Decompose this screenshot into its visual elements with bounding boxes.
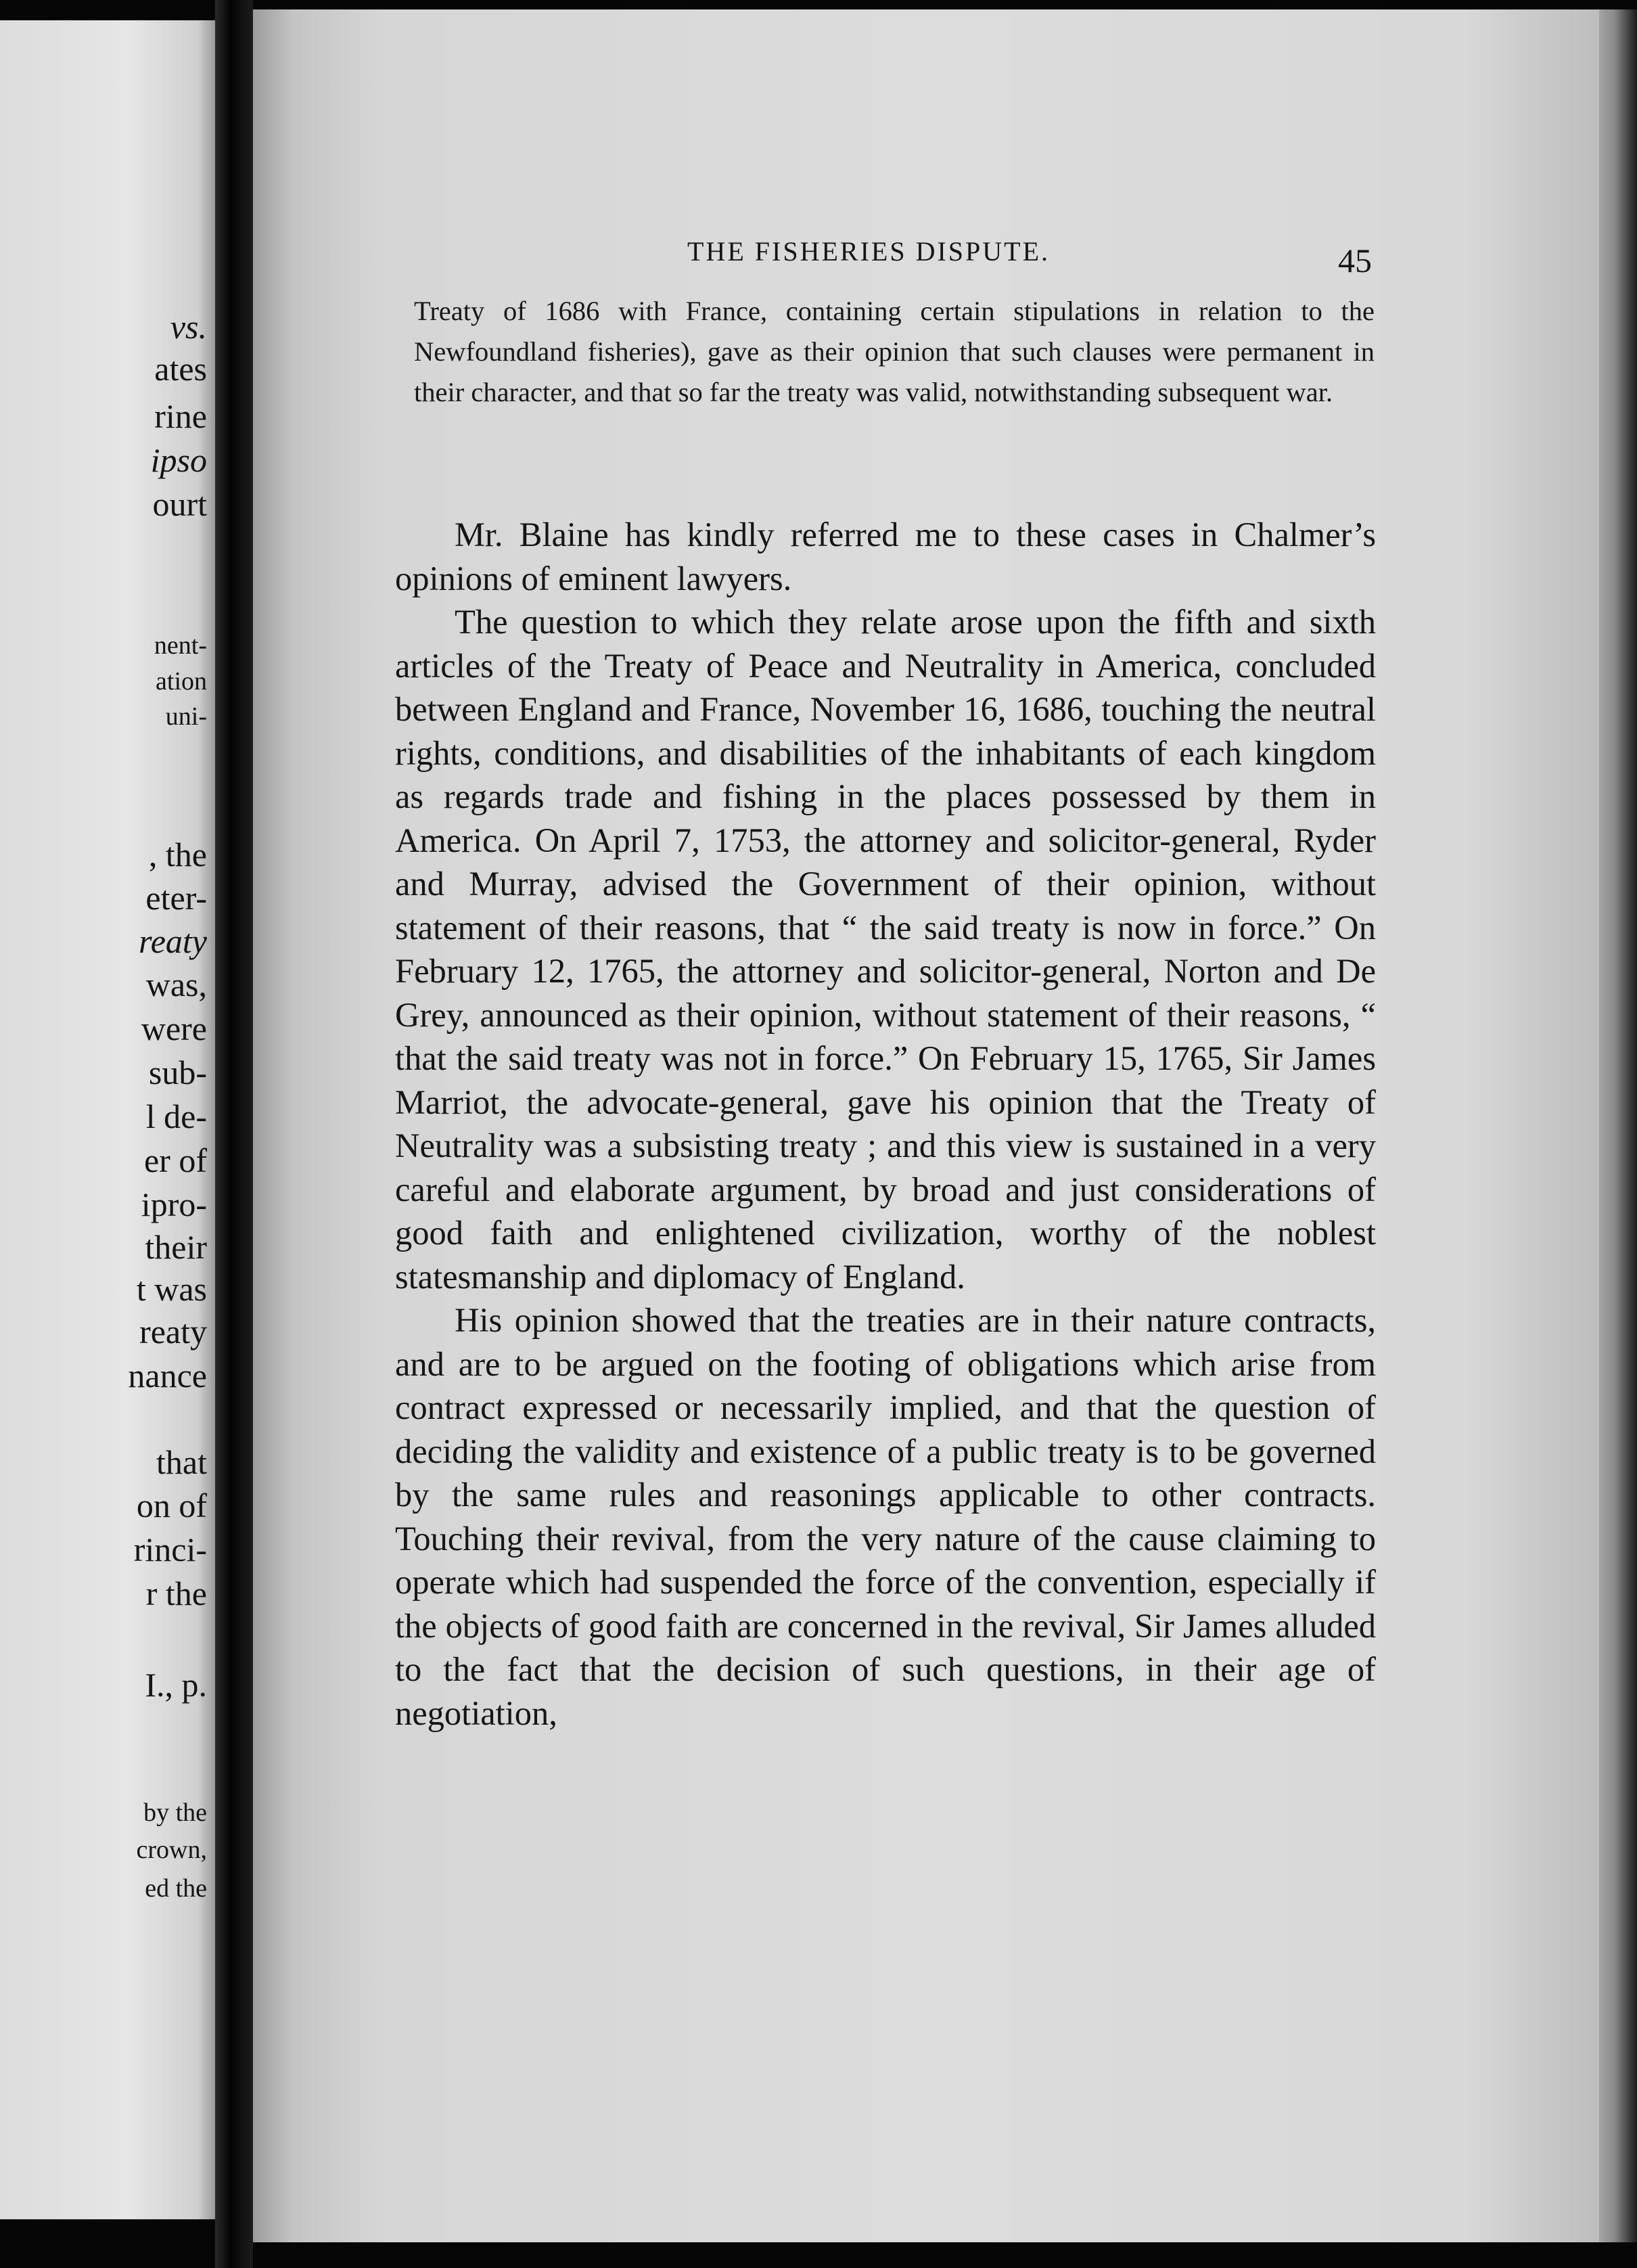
previous-page-fragment: ed the bbox=[145, 1874, 207, 1903]
previous-page-fragment: that bbox=[156, 1443, 207, 1481]
previous-page-fragment: ates bbox=[154, 350, 207, 388]
previous-page-fragment: ipro- bbox=[141, 1185, 207, 1223]
previous-page-fragment: reaty bbox=[139, 1313, 207, 1351]
book-gutter bbox=[215, 0, 253, 2268]
paragraph: Mr. Blaine has kindly referred me to these cases in Chalmer’s opinions of eminent lawyers. bbox=[395, 516, 1376, 597]
page-number: 45 bbox=[1338, 242, 1372, 279]
previous-page-fragment: t was bbox=[136, 1270, 207, 1308]
previous-page-fragment: ation bbox=[156, 667, 207, 696]
previous-page-fragment: by the bbox=[143, 1798, 207, 1827]
body-text bbox=[395, 513, 1376, 1735]
previous-page-fragment: reaty bbox=[139, 922, 207, 960]
previous-page-fragment: er of bbox=[144, 1141, 207, 1179]
previous-page-fragment: ourt bbox=[152, 485, 207, 523]
previous-page-fragment: I., p. bbox=[145, 1666, 207, 1704]
paragraph: His opinion showed that the treaties are in their nature contracts, and are to be argued on the footing of obligations which arise from contract expressed or necessarily implied, and that the question of deciding the validity and existence of a public treaty is to be governed by the same rules and reasonings applicable to other contracts. Touching their revival, from the very nature of the cause claiming to operate which had suspended the force of the convention, especially if the objects of good faith are concerned in the revival, Sir James alluded to the fact that the decision of such questions, in their age of negotiation, bbox=[395, 1301, 1376, 1732]
previous-page-edge bbox=[0, 20, 215, 2219]
previous-page-fragment: on of bbox=[136, 1487, 207, 1524]
running-head: THE FISHERIES DISPUTE. bbox=[687, 236, 1051, 267]
previous-page-fragment: crown, bbox=[136, 1836, 207, 1864]
previous-page-fragment: rine bbox=[154, 397, 207, 435]
previous-page-fragment: was, bbox=[145, 966, 207, 1003]
previous-page-fragment: nance bbox=[128, 1357, 207, 1394]
previous-page-fragment: their bbox=[145, 1228, 207, 1266]
previous-page-fragment: nent- bbox=[154, 631, 207, 660]
previous-page-fragment: r the bbox=[145, 1574, 207, 1612]
previous-page-fragment: vs. bbox=[170, 308, 207, 346]
previous-page-fragment: uni- bbox=[165, 702, 207, 731]
previous-page-fragment: rinci- bbox=[133, 1530, 207, 1568]
previous-page-fragment: eter- bbox=[145, 879, 207, 917]
previous-page-fragment: were bbox=[141, 1010, 207, 1047]
page-right-edge bbox=[1599, 9, 1637, 2242]
previous-page-fragment: , the bbox=[148, 836, 207, 874]
paragraph: The question to which they relate arose upon the fifth and sixth articles of the Treaty of Peace and Neutrality in America, concluded between England and France, November 16, 1686, touching the neutral rights, conditions, and disabilities of the inhabitants of each kingdom as regards trade and fishing in the places possessed by them in America. On April 7, 1753, the attorney and solicitor-general, Ryder and Murray, advised the Government of their opinion, without statement of their reasons, that “ the said treaty is now in force.” On February 12, 1765, the attorney and solicitor-general, Norton and De Grey, announced as their opinion, without statement of their reasons, “ that the said treaty was not in force.” On February 15, 1765, Sir James Marriot, the advocate-general, gave his opinion that the Treaty of Neutrality was a subsisting treaty ; and this view is sustained in a very careful and elaborate argument, by broad and just considerations of good faith and enlightened civilization, worthy of the noblest statesmanship and diplomacy of England. bbox=[395, 603, 1376, 1296]
previous-page-fragment: sub- bbox=[148, 1053, 207, 1091]
previous-page-fragment: ipso bbox=[150, 441, 207, 479]
footnote-continuation: Treaty of 1686 with France, containing certain stipulations in relation to the Newfoundland fisheries), gave as their opinion that such clauses were permanent in their character, and that so far the treaty was valid, notwithstanding subsequent war. bbox=[414, 296, 1375, 407]
previous-page-fragment: l de- bbox=[145, 1097, 207, 1135]
